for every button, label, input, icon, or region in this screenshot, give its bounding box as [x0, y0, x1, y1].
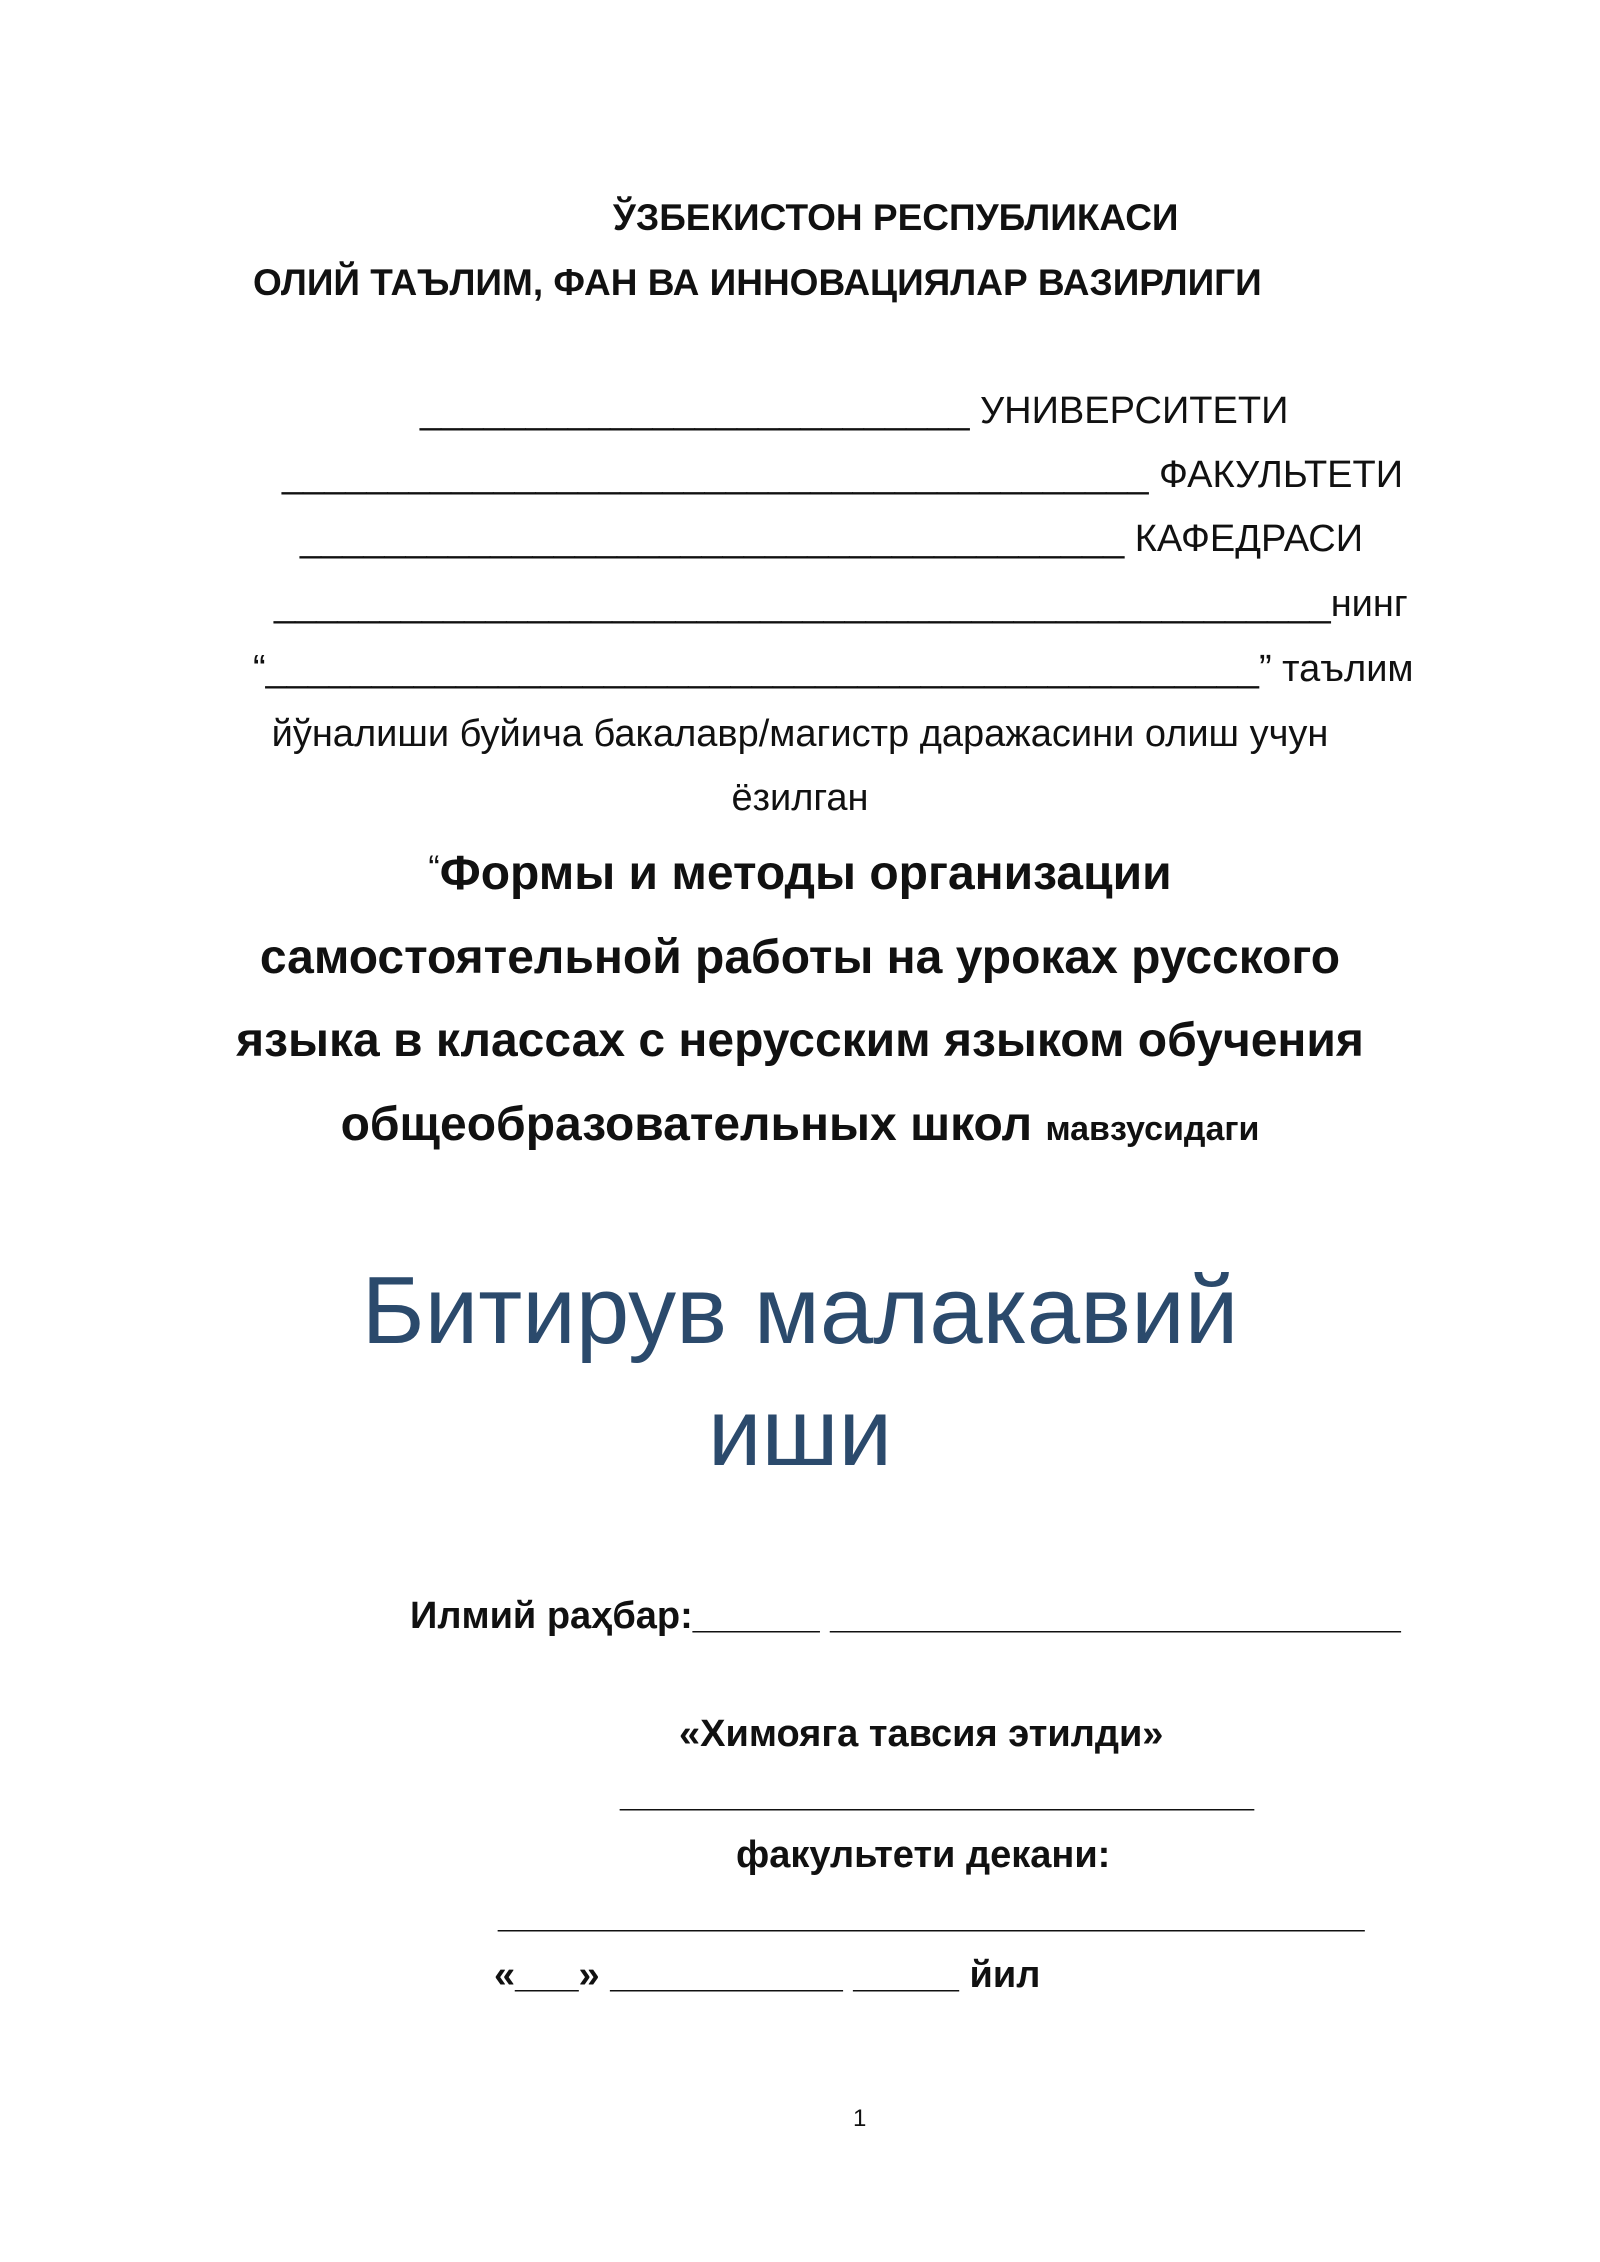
topic-line1-text: Формы и методы организации: [439, 847, 1172, 900]
university-field: __________________________ УНИВЕРСИТЕТИ: [420, 390, 1289, 432]
supervisor-line: Илмий раҳбар:______ ___________________________: [410, 1595, 1401, 1637]
topic-line4-text: общеобразовательных школ: [340, 1098, 1033, 1151]
recommendation-blank: ______________________________: [620, 1773, 1255, 1815]
department-field: _______________________________________ КАФЕДРАСИ: [300, 518, 1364, 560]
ministry-header-line2: ОЛИЙ ТАЪЛИМ, ФАН ВА ИННОВАЦИЯЛАР ВАЗИРЛИГИ: [253, 262, 1262, 303]
dean-blank: _________________________________________: [498, 1894, 1365, 1936]
purpose-text-line1: йўналиши буйича бакалавр/магистр даражасини олиш учун: [271, 713, 1329, 755]
topic-suffix: мавзусидаги: [1045, 1110, 1260, 1148]
purpose-text-line2: ёзилган: [731, 777, 869, 819]
topic-open-quote: “: [428, 849, 440, 887]
direction-field: “_______________________________________________” таълим: [253, 648, 1414, 690]
topic-line4: [0, 1096, 1600, 1155]
topic-line1: [0, 845, 1600, 904]
work-title-line2: иши: [707, 1379, 893, 1486]
recommendation-title: «Химояга тавсия этилди»: [679, 1713, 1164, 1755]
topic-line2: самостоятельной работы на уроках русского: [259, 931, 1341, 984]
date-line: «___» ___________ _____ йил: [494, 1954, 1041, 1996]
topic-line3: языка в классах с нерусским языком обучения: [236, 1014, 1364, 1067]
dean-label: факультети декани:: [736, 1834, 1111, 1876]
work-title-line1: Битирув малакавий: [361, 1257, 1239, 1364]
ministry-header-line1: ЎЗБЕКИСТОН РЕСПУБЛИКАСИ: [613, 197, 1179, 238]
student-field: __________________________________________________нинг: [274, 583, 1408, 625]
faculty-field: _________________________________________ ФАКУЛЬТЕТИ: [282, 454, 1404, 496]
page-number: 1: [853, 2105, 867, 2132]
